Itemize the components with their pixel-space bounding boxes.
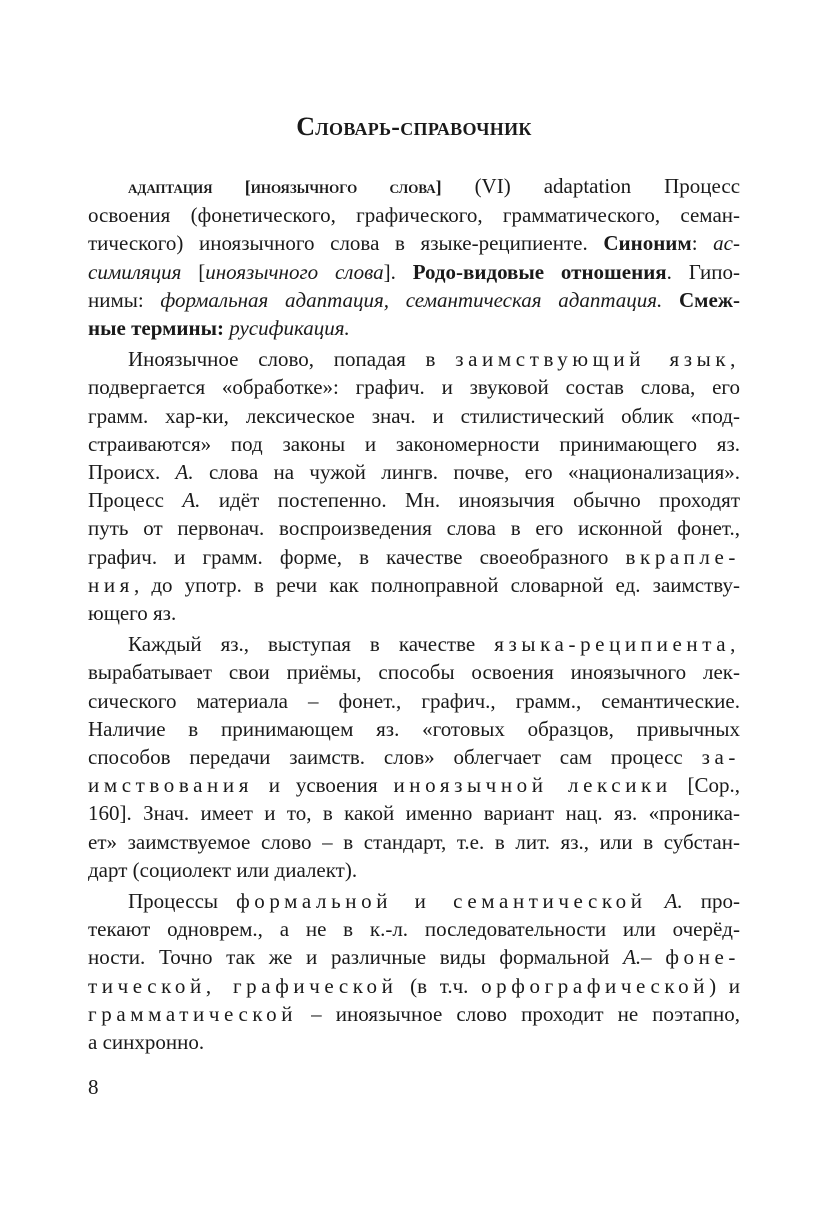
text-line — [88, 1000, 740, 1028]
page-title: Словарь-справочник — [296, 112, 532, 141]
dash: – — [641, 945, 652, 970]
text-line: грамм. хар-ки, лексическое знач. и стилистический облик «под- — [88, 403, 740, 428]
text-line: подвергается «обработке»: графич. и звуковой состав слова, его — [88, 375, 740, 400]
entry-line: освоения (фонетического, графического, грамматического, семан- — [88, 203, 740, 228]
text-span: графич. и грамм. форме, в качестве своеобразного — [88, 544, 609, 569]
spaced-term: фоне- — [665, 945, 741, 970]
spaced-term: грамматической — [88, 1001, 298, 1026]
text-line: ет» заимствуемое слово – в стандарт, т.е. в лит. яз., или в субстан- — [88, 829, 740, 854]
entry-definition-text: тического) иноязычного слова в языке-реципиенте. — [88, 231, 588, 256]
abbreviation: А. — [175, 460, 194, 485]
genus-label: Родо-видовые отношения — [412, 259, 667, 284]
bracket: ]. — [383, 259, 396, 284]
entry-line — [88, 172, 740, 201]
page-number: 8 — [88, 1075, 99, 1099]
spaced-term: орфографической — [481, 973, 710, 998]
text-line — [88, 543, 740, 571]
text-line — [88, 571, 740, 599]
synonym-value: ас- — [713, 231, 740, 256]
related-label: ные термины: — [88, 316, 224, 341]
entry-headword: адаптация [иноязычного слова] — [128, 177, 442, 197]
text-line: вырабатывает свои приёмы, способы освоения иноязычного лек- — [88, 660, 740, 685]
document-body — [88, 172, 740, 1056]
text-line: сического материала – фонет., графич., грамм., семантические. — [88, 688, 740, 713]
text-line — [88, 486, 740, 514]
text-line: ющего яз. — [88, 601, 177, 626]
spaced-term: тической, графической — [88, 973, 398, 998]
text-line — [88, 771, 740, 799]
text-span: слова на чужой лингв. почве, его «национализация». — [208, 460, 740, 485]
entry-definition: Процесс — [664, 174, 741, 198]
spaced-term: иноязычной лексики — [393, 773, 672, 798]
text-span: (в т.ч. — [410, 973, 469, 998]
citation: [Сор., — [687, 773, 740, 798]
text-span: Иноязычное слово, попадая в — [128, 347, 436, 372]
text-line — [88, 972, 740, 1000]
entry-line — [88, 258, 740, 286]
text-span: ) и — [709, 973, 740, 998]
text-line: путь от первонач. воспроизведения слова в его исконной фонет., — [88, 516, 740, 541]
text-line — [88, 345, 740, 373]
abbreviation: А. — [623, 945, 642, 970]
text-span: ности. Точно так же и различные виды формальной — [88, 945, 610, 970]
text-line: страиваются» под законы и закономерности принимающего яз. — [88, 431, 740, 456]
spaced-term: формальной и семантической — [236, 889, 647, 914]
abbreviation: А. — [664, 889, 683, 914]
text-span: способов передачи заимств. слов» облегчает сам процесс — [88, 745, 683, 770]
bracket: [ — [198, 259, 206, 284]
text-line: текают одноврем., а не в к.-л. последовательности или очерёд- — [88, 917, 740, 942]
hyponyms-value: формальная адаптация, семантическая адаптация. — [160, 287, 663, 312]
spaced-term: заимствующий язык, — [455, 347, 740, 372]
text-span: Процессы — [128, 889, 218, 914]
spaced-term: вкрапле- — [625, 544, 740, 569]
text-span: идёт постепенно. Мн. иноязычия обычно проходят — [218, 488, 740, 513]
text-span: Процесс — [88, 488, 164, 513]
synonym-value: иноязычного слова — [205, 259, 384, 284]
text-span: – иноязычное слово проходит не поэтапно, — [311, 1001, 740, 1026]
text-line — [88, 630, 740, 658]
paragraph-2 — [88, 630, 740, 884]
paragraph-1 — [88, 345, 740, 627]
hyponyms-label: нимы: — [88, 287, 144, 312]
synonym-value: симиляция — [88, 259, 182, 284]
entry-line — [88, 314, 740, 342]
text-span: Происх. — [88, 460, 161, 485]
entry-code: (VI) — [474, 174, 511, 198]
text-line: дарт (социолект или диалект). — [88, 857, 358, 882]
text-span: и усвоения — [268, 773, 378, 798]
text-span: , до употр. в речи как полноправной словарной ед. заимству- — [133, 572, 740, 597]
spaced-term: за- — [701, 745, 740, 770]
synonym-label: Синоним — [603, 231, 692, 256]
text-span: Каждый яз., выступая в качестве — [128, 632, 476, 657]
paragraph-3 — [88, 887, 740, 1056]
genus-after: . Гипо- — [666, 259, 741, 284]
document-page — [88, 0, 740, 1211]
text-line: 160]. Знач. имеет и то, в какой именно вариант нац. яз. «проника- — [88, 801, 740, 826]
abbreviation: А. — [182, 488, 201, 513]
text-line — [88, 458, 740, 486]
text-line — [88, 943, 740, 971]
text-line — [88, 887, 740, 915]
text-span: про- — [700, 889, 741, 914]
text-line — [88, 743, 740, 771]
spaced-term: ния — [88, 572, 134, 597]
text-line: Наличие в принимающем яз. «готовых образцов, привычных — [88, 716, 740, 741]
dictionary-entry — [88, 172, 740, 342]
entry-line — [88, 229, 740, 257]
related-label: Смеж- — [678, 287, 740, 312]
synonym-colon: : — [691, 231, 698, 256]
entry-line — [88, 286, 740, 314]
entry-english-term: adaptation — [543, 174, 632, 198]
text-line: а синхронно. — [88, 1030, 205, 1055]
spaced-term: языка-реципиента, — [494, 632, 741, 657]
spaced-term: имствования — [88, 773, 253, 798]
related-value: русификация. — [229, 316, 350, 341]
